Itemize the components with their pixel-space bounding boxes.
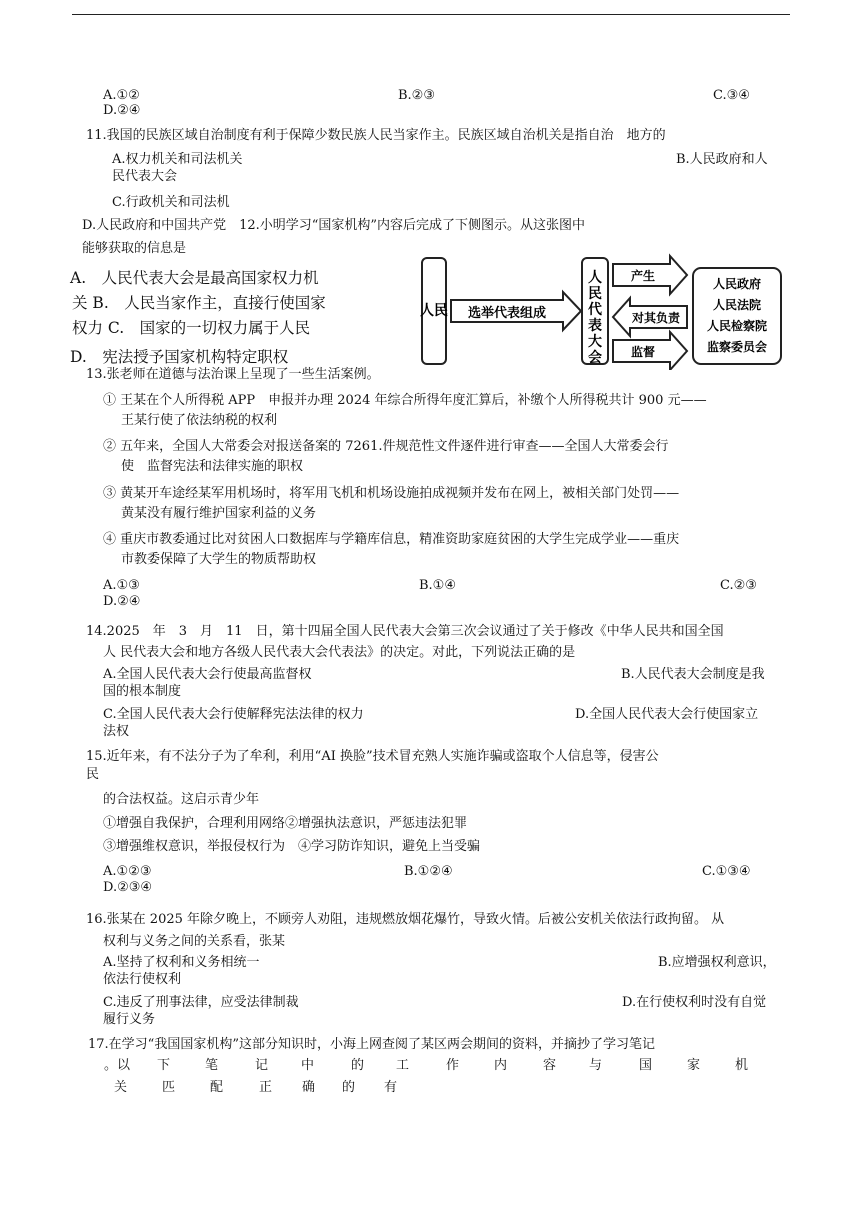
q14-option-b: B.人民代表大会制度是我 xyxy=(621,667,765,682)
q17-word: 工 xyxy=(396,1058,410,1073)
q17-word: 内 xyxy=(494,1058,508,1073)
q13-option-c: C.②③ xyxy=(720,578,757,593)
q16-option-c: C.违反了刑事法律，应受法律制裁 xyxy=(103,995,299,1010)
npc-char-2: 民 xyxy=(588,286,602,302)
q17-word: 确 xyxy=(302,1080,316,1095)
q10-option-c: C.③④ xyxy=(713,88,750,103)
organ-3: 人民检察院 xyxy=(706,319,768,333)
q17-word: 关 xyxy=(114,1080,128,1095)
q15-option-b: B.①②④ xyxy=(404,864,453,879)
q17-word: 作 xyxy=(446,1058,460,1073)
q15-items-1-2: ①增强自我保护，合理利用网络②增强执法意识，严惩违法犯罪 xyxy=(103,816,468,831)
q17-word: 。以 xyxy=(104,1058,131,1073)
npc-char-1: 人 xyxy=(588,270,602,286)
responsible-label: 对其负责 xyxy=(631,311,681,325)
q14-stem: 14.2025 年 3 月 11 日，第十四届全国人民代表大会第三次会议通过了关于修改《中华人民共和国全国 xyxy=(86,624,724,639)
q17-word: 的 xyxy=(351,1058,365,1073)
q16-option-d: D.在行使权利时没有自觉 xyxy=(622,995,767,1010)
q16-stem-cont: 权利与义务之间的关系看，张某 xyxy=(103,934,286,949)
q17-word: 国 xyxy=(639,1058,653,1073)
q11-option-c: C.行政机关和司法机 xyxy=(112,195,230,210)
q17-word: 下 xyxy=(157,1058,171,1073)
supervise-label: 监督 xyxy=(630,345,656,359)
q17-word: 记 xyxy=(255,1058,269,1073)
q17-word: 有 xyxy=(384,1080,398,1095)
q17-word: 匹 xyxy=(162,1080,176,1095)
q13-option-a: A.①③ xyxy=(103,578,140,593)
npc-char-4: 表 xyxy=(588,318,602,334)
q14-option-d-cont: 法权 xyxy=(103,724,130,739)
q13-option-d: D.②④ xyxy=(103,594,141,609)
q13-item-4: ④ 重庆市教委通过比对贫困人口数据库与学籍库信息，精准资助家庭贫困的大学生完成学业——重庆 xyxy=(103,532,680,547)
q17-stem: 17.在学习“我国国家机构”这部分知识时，小海上网查阅了某区两会期间的资料，并摘抄了学习笔记 xyxy=(88,1037,655,1052)
npc-char-6: 会 xyxy=(588,350,602,366)
q15-items-3-4: ③增强维权意识，举报侵权行为 ④学习防诈知识，避免上当受骗 xyxy=(103,839,481,854)
q11-option-a: A.权力机关和司法机关 xyxy=(112,152,243,167)
header-rule xyxy=(72,14,790,15)
q10-option-d: D.②④ xyxy=(103,103,141,118)
produce-label: 产生 xyxy=(630,269,656,283)
organ-2: 人民法院 xyxy=(712,298,762,312)
q13-item-3-cont: 黄某没有履行维护国家利益的义务 xyxy=(121,506,317,521)
q15-stem-cont: 民 xyxy=(86,767,100,782)
q13-stem: 13.张老师在道德与法治课上呈现了一些生活案例。 xyxy=(86,367,380,382)
q12-line-1: A. 人民代表大会是最高国家权力机 xyxy=(70,269,319,287)
q13-item-1-cont: 王某行使了依法纳税的权利 xyxy=(121,413,278,428)
q15-option-a: A.①②③ xyxy=(103,864,152,879)
q14-option-a: A.全国人民代表大会行使最高监督权 xyxy=(103,667,312,682)
q14-option-b-cont: 国的根本制度 xyxy=(103,684,182,699)
q12-line-2: 关 B. 人民当家作主，直接行使国家 xyxy=(72,294,326,312)
people-label: 人民 xyxy=(420,303,448,319)
q15-stem-cont-2: 的合法权益。这启示青少年 xyxy=(103,792,260,807)
q17-word: 正 xyxy=(259,1080,273,1095)
q16-option-d-cont: 履行义务 xyxy=(103,1012,156,1027)
q10-option-a: A.①② xyxy=(103,88,140,103)
q13-item-2-cont: 使 监督宪法和法律实施的职权 xyxy=(121,459,304,474)
npc-char-5: 大 xyxy=(588,334,602,350)
q17-word: 容 xyxy=(543,1058,557,1073)
q17-word: 的 xyxy=(342,1080,356,1095)
q17-word: 配 xyxy=(210,1080,224,1095)
organ-4: 监察委员会 xyxy=(706,340,768,354)
q17-word: 机 xyxy=(735,1058,749,1073)
q17-word: 家 xyxy=(687,1058,701,1073)
q15-stem: 15.近年来，有不法分子为了牟利，利用“AI 换脸”技术冒充熟人实施诈骗或盗取个人信息等，侵害公 xyxy=(86,749,659,764)
q13-item-3: ③ 黄某开车途经某军用机场时，将军用飞机和机场设施拍成视频并发布在网上，被相关部门处罚—— xyxy=(103,486,680,501)
q12-line-4: D. 宪法授予国家机构特定职权 xyxy=(70,348,289,366)
q17-word: 中 xyxy=(301,1058,315,1073)
q11-option-d-q12-stem: D.人民政府和中国共产党 12.小明学习“国家机构”内容后完成了下侧图示。从这张图中 xyxy=(82,218,586,233)
q16-option-a: A.坚持了权利和义务相统一 xyxy=(103,955,260,970)
q14-option-c: C.全国人民代表大会行使解释宪法法律的权力 xyxy=(103,707,364,722)
q17-word: 笔 xyxy=(205,1058,219,1073)
q12-stem-cont: 能够获取的信息是 xyxy=(82,241,187,256)
q10-option-b: B.②③ xyxy=(398,88,435,103)
q12-line-3: 权力 C. 国家的一切权力属于人民 xyxy=(72,319,311,337)
q15-option-d: D.②③④ xyxy=(103,880,153,895)
q11-stem: 11.我国的民族区域自治制度有利于保障少数民族人民当家作主。民族区域自治机关是指自治 地方的 xyxy=(86,128,666,143)
elect-label: 选举代表组成 xyxy=(467,306,547,321)
q13-item-2: ② 五年来，全国人大常委会对报送备案的 7261.件规范性文件逐件进行审查——全国人大常委会行 xyxy=(103,439,669,454)
q11-option-b-cont: 民代表大会 xyxy=(112,169,178,184)
q14-option-d: D.全国人民代表大会行使国家立 xyxy=(575,707,759,722)
npc-char-3: 代 xyxy=(588,302,602,318)
organ-1: 人民政府 xyxy=(712,277,762,291)
q11-option-b: B.人民政府和人 xyxy=(676,152,768,167)
q16-stem: 16.张某在 2025 年除夕晚上，不顾旁人劝阻，违规燃放烟花爆竹，导致火情。后被公安机关依法行政拘留。 从 xyxy=(86,912,725,927)
q13-option-b: B.①④ xyxy=(419,578,456,593)
q13-item-1: ① 王某在个人所得税 APP 申报并办理 2024 年综合所得年度汇算后，补缴个人所得税共计 900 元—— xyxy=(103,393,707,408)
q16-option-b: B.应增强权利意识， xyxy=(658,955,776,970)
q16-option-b-cont: 依法行使权利 xyxy=(103,972,182,987)
q15-option-c: C.①③④ xyxy=(702,864,751,879)
q13-item-4-cont: 市教委保障了大学生的物质帮助权 xyxy=(121,552,317,567)
q17-word: 与 xyxy=(589,1058,603,1073)
state-organs-diagram xyxy=(415,252,787,370)
q14-stem-cont: 人 民代表大会和地方各级人民代表大会代表法》的决定。对此，下列说法正确的是 xyxy=(103,645,576,660)
